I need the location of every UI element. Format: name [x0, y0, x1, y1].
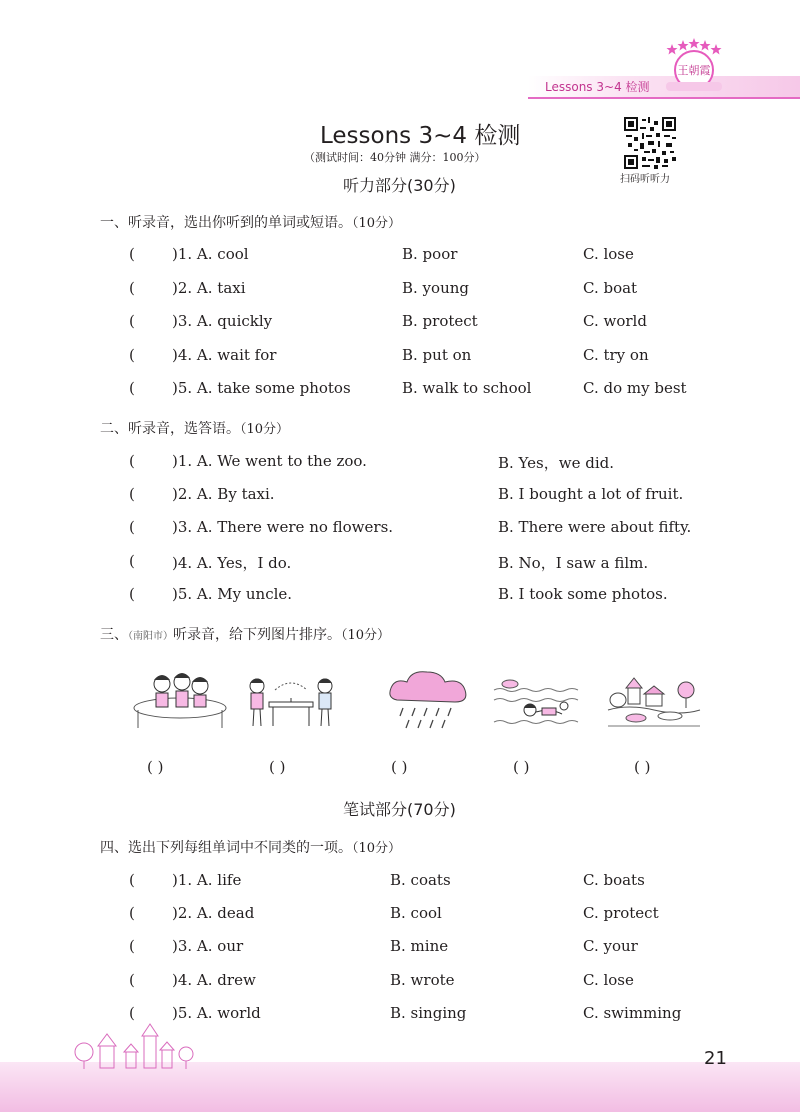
part1-heading — [100, 212, 401, 232]
option-a: )4. A. wait for — [172, 346, 277, 364]
page-title: Lessons 3~4 检测 — [320, 123, 521, 149]
answer-bracket[interactable]: ( — [129, 279, 135, 297]
part3-points: （10分） — [341, 628, 391, 643]
part3-prefix: 三、 — [100, 627, 128, 643]
option-a: )1. A. We went to the zoo. — [172, 452, 367, 470]
picture-rain-cloud — [383, 670, 479, 736]
option-a: )2. A. By taxi. — [172, 485, 275, 503]
option-c: C. do my best — [583, 379, 687, 397]
part3-heading — [100, 624, 390, 644]
option-b: B. put on — [402, 346, 472, 364]
picture-answer-bracket[interactable]: ( ) — [147, 758, 164, 776]
option-b: B. protect — [402, 312, 478, 330]
option-a: )5. A. take some photos — [172, 379, 351, 397]
answer-bracket[interactable]: ( — [129, 904, 135, 922]
option-a: )3. A. There were no flowers. — [172, 518, 394, 536]
option-b: B. I took some photos. — [498, 585, 668, 603]
part4-item[interactable] — [0, 1004, 800, 1024]
option-a: )1. A. life — [172, 871, 242, 889]
option-b: B. poor — [402, 245, 458, 263]
answer-bracket[interactable]: ( — [129, 971, 135, 989]
picture-town-scene — [606, 670, 702, 736]
option-a: )4. A. Yes，I do. — [172, 554, 292, 572]
header-label: Lessons 3~4 检测 — [545, 80, 650, 94]
part1-heading-text: 一、听录音，选出你听到的单词或短语。 — [100, 215, 352, 231]
option-b: B. No，I saw a film. — [498, 554, 649, 572]
part2-item[interactable] — [0, 518, 800, 538]
option-a: )3. A. quickly — [172, 312, 273, 330]
publisher-logo — [660, 36, 728, 94]
answer-bracket[interactable]: ( — [129, 379, 135, 397]
region-tag: （南阳市） — [128, 631, 173, 642]
listening-section-title: 听力部分(30分) — [343, 176, 456, 195]
option-a: )2. A. dead — [172, 904, 255, 922]
part4-points: （10分） — [352, 841, 402, 856]
option-b: B. walk to school — [402, 379, 532, 397]
answer-bracket[interactable]: ( — [129, 485, 135, 503]
option-b: B. singing — [390, 1004, 467, 1022]
part2-item[interactable] — [0, 485, 800, 505]
answer-bracket[interactable]: ( — [129, 871, 135, 889]
option-b: B. coats — [390, 871, 451, 889]
option-b: B. wrote — [390, 971, 455, 989]
option-a: )5. A. world — [172, 1004, 261, 1022]
option-a: )2. A. taxi — [172, 279, 246, 297]
picture-answer-bracket[interactable]: ( ) — [513, 758, 530, 776]
page-number: 21 — [704, 1048, 727, 1069]
option-a: )3. A. our — [172, 937, 244, 955]
answer-bracket[interactable]: ( — [129, 1004, 135, 1022]
option-b: B. There were about fifty. — [498, 518, 692, 536]
part1-item[interactable] — [0, 245, 800, 265]
part2-item[interactable] — [0, 452, 800, 472]
answer-bracket[interactable]: ( — [129, 245, 135, 263]
part4-item[interactable] — [0, 971, 800, 991]
header-rule — [528, 97, 800, 99]
part1-points: （10分） — [352, 216, 402, 231]
option-c: C. boats — [583, 871, 645, 889]
part2-heading-text: 二、听录音，选答语。 — [100, 421, 240, 437]
option-c: C. boat — [583, 279, 638, 297]
option-b: B. I bought a lot of fruit. — [498, 485, 684, 503]
part2-points: （10分） — [240, 422, 290, 437]
test-info: （测试时间：40分钟 满分：100分） — [304, 151, 486, 164]
part1-item[interactable] — [0, 346, 800, 366]
part2-item[interactable] — [0, 552, 800, 572]
part4-item[interactable] — [0, 871, 800, 891]
part1-item[interactable] — [0, 279, 800, 299]
part1-item[interactable] — [0, 312, 800, 332]
part3-heading-text: 听录音，给下列图片排序。 — [173, 627, 341, 643]
qr-code[interactable] — [624, 117, 676, 169]
picture-answer-bracket[interactable]: ( ) — [269, 758, 286, 776]
part4-item[interactable] — [0, 904, 800, 924]
option-c: C. lose — [583, 971, 634, 989]
option-a: )4. A. drew — [172, 971, 256, 989]
option-c: C. your — [583, 937, 638, 955]
option-c: C. protect — [583, 904, 659, 922]
part4-item[interactable] — [0, 937, 800, 957]
part4-heading-text: 四、选出下列每组单词中不同类的一项。 — [100, 840, 352, 856]
picture-answer-bracket[interactable]: ( ) — [391, 758, 408, 776]
option-c: C. try on — [583, 346, 649, 364]
answer-bracket[interactable]: ( — [129, 312, 135, 330]
answer-bracket[interactable]: ( — [129, 518, 135, 536]
part2-item[interactable] — [0, 585, 800, 605]
castle-illustration — [70, 1022, 200, 1070]
answer-bracket[interactable]: ( — [129, 346, 135, 364]
writing-section-title: 笔试部分(70分) — [343, 800, 456, 819]
option-a: )5. A. My uncle. — [172, 585, 293, 603]
picture-swimming — [490, 670, 586, 736]
option-c: C. swimming — [583, 1004, 682, 1022]
answer-bracket[interactable]: ( — [129, 937, 135, 955]
option-b: B. young — [402, 279, 469, 297]
badge-text: 王朝霞 — [677, 64, 711, 77]
part1-item[interactable] — [0, 379, 800, 399]
option-a: )1. A. cool — [172, 245, 249, 263]
answer-bracket[interactable]: ( — [129, 552, 135, 570]
option-c: C. lose — [583, 245, 634, 263]
part4-heading — [100, 837, 401, 857]
answer-bracket[interactable]: ( — [129, 452, 135, 470]
picture-ping-pong — [243, 670, 339, 736]
picture-kids-group — [132, 670, 228, 736]
answer-bracket[interactable]: ( — [129, 585, 135, 603]
picture-answer-bracket[interactable]: ( ) — [634, 758, 651, 776]
option-b: B. mine — [390, 937, 449, 955]
option-b: B. cool — [390, 904, 442, 922]
part2-heading — [100, 418, 289, 438]
option-b: B. Yes，we did. — [498, 454, 614, 472]
option-c: C. world — [583, 312, 647, 330]
qr-label: 扫码听听力 — [620, 174, 670, 185]
